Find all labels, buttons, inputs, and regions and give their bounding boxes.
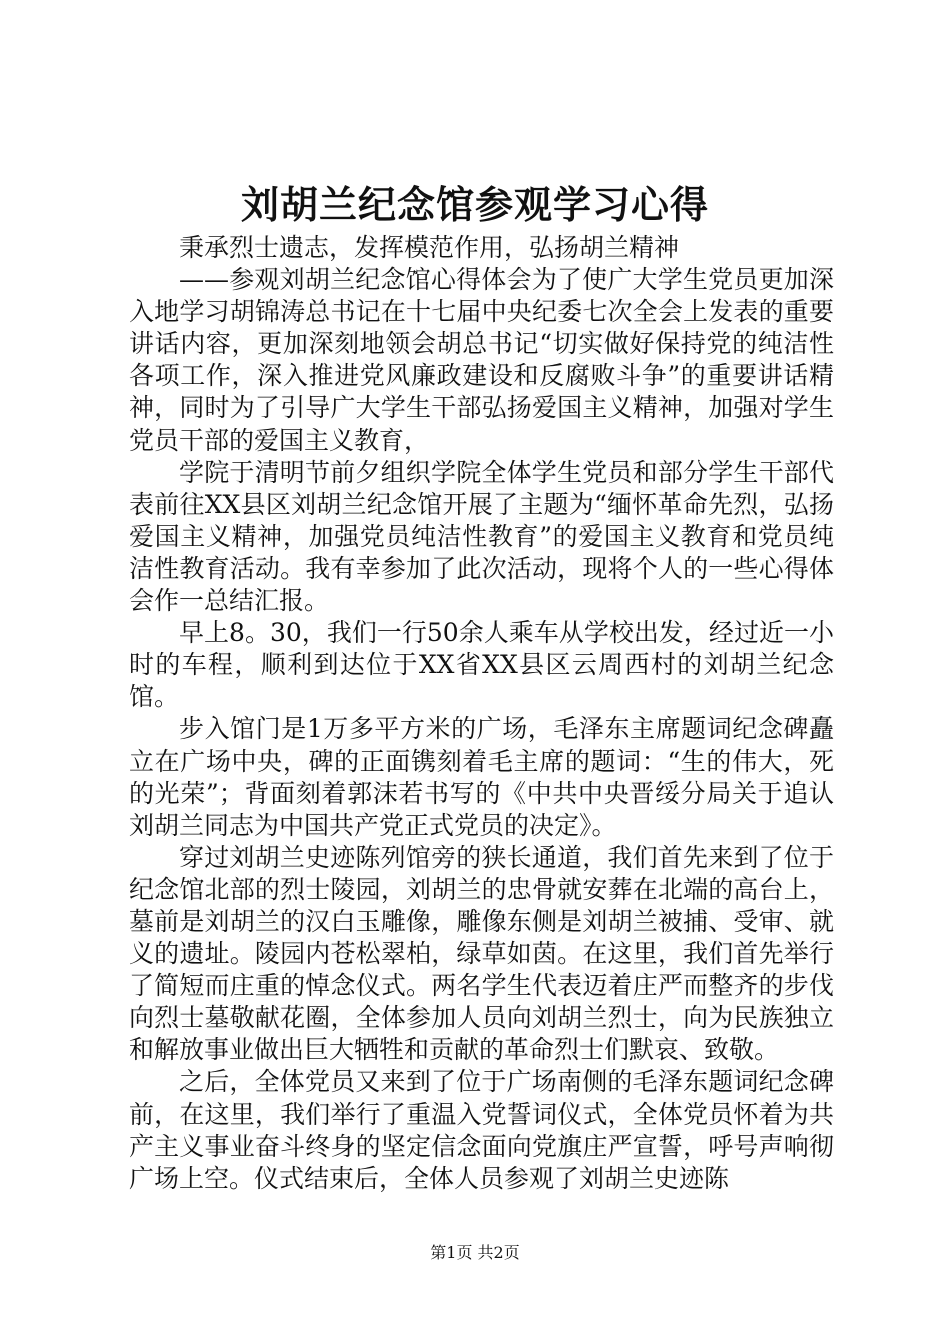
paragraph-departure: 早上8。30，我们一行50余人乘车从学校出发，经过近一小时的车程，顺利到达位于XX省XX县区云周西村的刘胡兰纪念馆。 <box>129 618 834 712</box>
paragraph-subtitle: 秉承烈士遗志，发挥模范作用，弘扬胡兰精神 <box>179 233 680 262</box>
document-title: 刘胡兰纪念馆参观学习心得 <box>240 182 709 227</box>
page-number-footer: 第1页 共2页 <box>430 1243 520 1262</box>
paragraph-activity: 学院于清明节前夕组织学院全体学生党员和部分学生干部代表前往XX县区刘胡兰纪念馆开展了主题为“缅怀革命先烈，弘扬爱国主义精神，加强党员纯洁性教育”的爱国主义教育和党员纯洁性教育活动。我有幸参加了此次活动，现将个人的一些心得体会作一总结汇报。 <box>129 457 834 616</box>
paragraph-cemetery: 穿过刘胡兰史迹陈列馆旁的狭长通道，我们首先来到了位于纪念馆北部的烈士陵园，刘胡兰的忠骨就安葬在北端的高台上，墓前是刘胡兰的汉白玉雕像，雕像东侧是刘胡兰被捕、受审、就义的遗址。陵园内苍松翠柏，绿草如茵。在这里，我们首先举行了简短而庄重的悼念仪式。两名学生代表迈着庄严而整齐的步伐向烈士墓敬献花圈，全体参加人员向刘胡兰烈士，向为民族独立和解放事业做出巨大牺牲和贡献的革命烈士们默哀、致敬。 <box>129 842 834 1065</box>
paragraph-oath: 之后，全体党员又来到了位于广场南侧的毛泽东题词纪念碑前，在这里，我们举行了重温入党誓词仪式，全体党员怀着为共产主义事业奋斗终身的坚定信念面向党旗庄严宣誓，呼号声响彻广场上空。仪式结束后，全体人员参观了刘胡兰史迹陈 <box>129 1067 834 1193</box>
paragraph-intro: ——参观刘胡兰纪念馆心得体会为了使广大学生党员更加深入地学习胡锦涛总书记在十七届中央纪委七次全会上发表的重要讲话内容，更加深刻地领会胡总书记“切实做好保持党的纯洁性各项工作，深入推进党风廉政建设和反腐败斗争”的重要讲话精神，同时为了引导广大学生干部弘扬爱国主义精神，加强对学生党员干部的爱国主义教育， <box>129 265 834 455</box>
paragraph-square: 步入馆门是1万多平方米的广场，毛泽东主席题词纪念碑矗立在广场中央，碑的正面镌刻着毛主席的题词：“生的伟大，死的光荣”；背面刻着郭沫若书写的《中共中央晋绥分局关于追认刘胡兰同志为中国共产党正式党员的决定》。 <box>129 714 834 840</box>
document-body <box>129 232 834 1195</box>
